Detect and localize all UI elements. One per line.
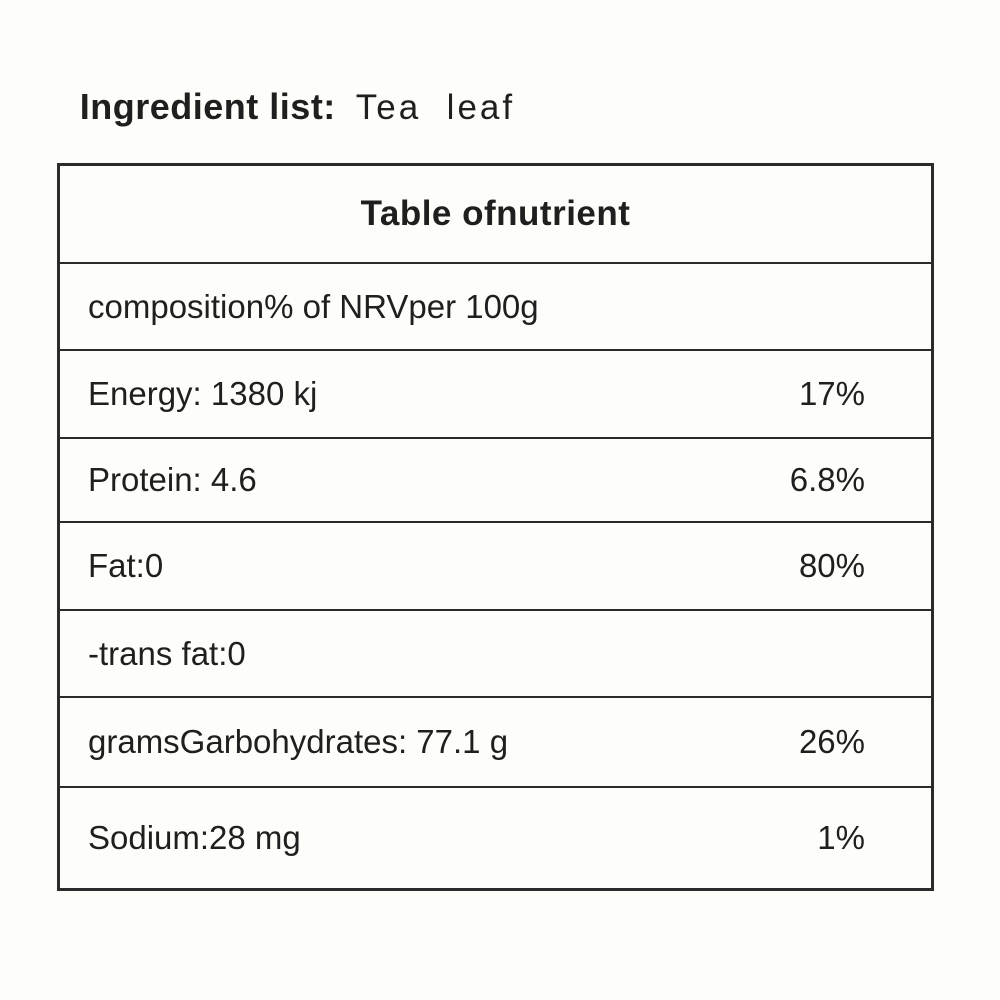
nutrient-label: gramsGarbohydrates: 77.1 g <box>88 723 509 760</box>
nutrient-label: -trans fat:0 <box>88 634 246 672</box>
nrv-value: 80% <box>798 547 865 584</box>
nrv-value: 1% <box>817 819 865 856</box>
ingredient-list-value: Tea leaf <box>355 88 516 127</box>
ingredient-list-label: Ingredient list: <box>79 86 336 127</box>
table-body <box>60 351 931 888</box>
nrv-value: 6.8% <box>789 461 865 498</box>
table-subheader-row <box>60 264 931 351</box>
nutrient-label: Fat:0 <box>88 547 164 584</box>
table-row <box>60 698 931 788</box>
table-title: Table ofnutrient <box>360 194 631 233</box>
nutrient-label: Sodium:28 mg <box>88 819 301 856</box>
ingredient-line <box>62 68 515 146</box>
table-row <box>60 611 931 698</box>
table-header-row <box>60 166 931 264</box>
nrv-value: 17% <box>798 375 865 412</box>
nutrient-label: Protein: 4.6 <box>88 461 257 498</box>
table-row <box>60 351 931 439</box>
nrv-value: 26% <box>798 723 865 760</box>
table-subheader: composition% of NRVper 100g <box>88 287 539 325</box>
table-row <box>60 788 931 888</box>
nutrient-table <box>57 163 934 891</box>
nutrient-label: Energy: 1380 kj <box>88 375 318 412</box>
table-row <box>60 439 931 523</box>
table-row <box>60 523 931 611</box>
